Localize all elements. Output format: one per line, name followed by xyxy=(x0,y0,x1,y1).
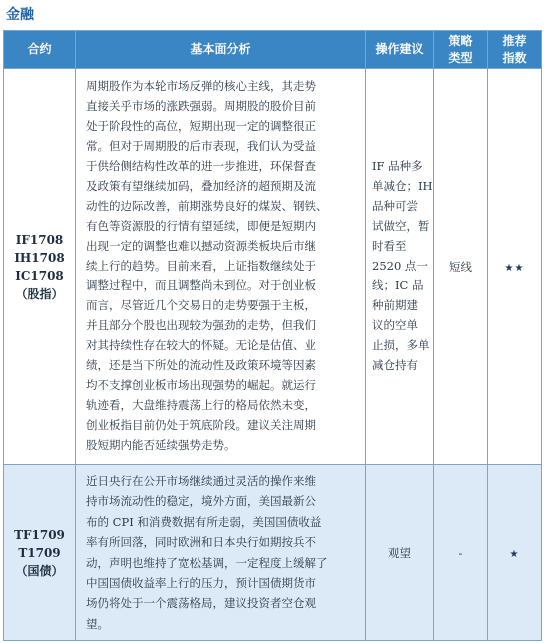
rating-star-icon: ★ xyxy=(509,548,520,560)
header-analysis: 基本面分析 xyxy=(76,31,366,69)
header-advice: 操作建议 xyxy=(366,31,434,69)
advice-line: 减仓持有 xyxy=(372,358,418,373)
advice-line: 试做空，暂 xyxy=(372,218,430,233)
table-row-bond-futures xyxy=(4,465,542,641)
advice-line: 种前期建 xyxy=(372,298,418,313)
contract-line: IH1708 xyxy=(14,250,65,265)
analysis-line: 绩，还是当下所处的流动性及政策环境等因素 xyxy=(86,358,316,373)
header-strategy xyxy=(434,31,488,69)
strategy-table xyxy=(3,30,542,641)
analysis-line: 场仍将处于一个震荡格局，建议投资者空仓观 xyxy=(86,596,316,611)
advice-line: 议的空单 xyxy=(372,318,418,333)
analysis-line: 周期股作为本轮市场反弹的核心主线，其走势 xyxy=(86,79,316,94)
analysis-line: 调整过程中，而且调整尚未到位。对于创业板 xyxy=(86,278,316,293)
analysis-line: 有色等资源股的行情有望延续，即便是短期内 xyxy=(86,218,316,233)
advice-line: 时看至 xyxy=(372,238,407,253)
header-rating xyxy=(488,31,542,69)
advice-line: 线；IC 品 xyxy=(372,278,424,293)
analysis-line: 股短期内能否延续强势走势。 xyxy=(86,437,236,452)
analysis-line: 及政策有望继续加码，叠加经济的超预期及流 xyxy=(86,178,316,193)
advice-line: 2520 点一 xyxy=(372,258,428,273)
advice-line: 单减仓；IH xyxy=(372,178,433,193)
advice-cell xyxy=(366,69,434,465)
contract-line: （国债） xyxy=(15,563,64,578)
analysis-line: 并且部分个股也出现较为强劲的走势，但我们 xyxy=(86,318,316,333)
rating-cell xyxy=(488,69,542,465)
analysis-cell xyxy=(76,465,366,641)
section-title: 金融 xyxy=(6,7,34,23)
analysis-line: 处于阶段性的高位，短期出现一定的调整很正 xyxy=(86,119,316,134)
advice-cell: 观望 xyxy=(366,465,434,641)
analysis-line: 轨迹看，大盘维持震荡上行的格局依然未变， xyxy=(86,397,316,412)
contract-line: T1709 xyxy=(18,545,61,560)
advice-line: 止损，多单 xyxy=(372,338,430,353)
advice-line: IF 品种多 xyxy=(372,159,423,174)
analysis-line: 近日央行在公开市场继续通过灵活的操作来维 xyxy=(86,473,316,488)
rating-cell xyxy=(488,465,542,641)
analysis-line: 率有所回落，同时欧洲和日本央行如期按兵不 xyxy=(86,535,316,550)
strategy-cell: - xyxy=(434,465,488,641)
contract-line: （股指） xyxy=(15,286,64,301)
analysis-line: 出现一定的调整也难以撼动资源类板块后市继 xyxy=(86,238,316,253)
analysis-line: 动，声明也维持了宽松基调，一定程度上缓解了 xyxy=(86,555,328,570)
header-rating-line: 指数 xyxy=(502,50,527,65)
analysis-line: 续上行的趋势。目前来看，上证指数继续处于 xyxy=(86,258,316,273)
strategy-cell: 短线 xyxy=(434,69,488,465)
analysis-line: 中国国债收益率上行的压力，预计国债期货市 xyxy=(86,575,316,590)
analysis-cell xyxy=(76,69,366,465)
header-rating-line: 推荐 xyxy=(502,33,527,48)
advice-line: 品种可尝 xyxy=(372,198,418,213)
analysis-line: 创业板指目前仍处于筑底阶段。建议关注周期 xyxy=(86,417,316,432)
rating-stars-icon: ★★ xyxy=(504,262,525,274)
contract-cell xyxy=(4,69,76,465)
analysis-line: 动性的边际改善，前期涨势良好的煤炭、钢铁、 xyxy=(86,198,328,213)
analysis-line: 对其持续性存在较大的怀疑。无论是估值、业 xyxy=(86,338,316,353)
analysis-line: 持市场流动性的稳定，境外方面，美国最新公 xyxy=(86,494,316,509)
header-strategy-line: 类型 xyxy=(448,50,473,65)
analysis-line: 均不支撑创业板市场出现强势的崛起。就运行 xyxy=(86,377,316,392)
analysis-line: 布的 CPI 和消费数据有所走弱，美国国债收益 xyxy=(86,514,322,529)
header-contract: 合约 xyxy=(4,31,76,69)
analysis-line: 常。但对于周期股的后市表现，我们认为受益 xyxy=(86,139,316,154)
contract-cell xyxy=(4,465,76,641)
table-header-row xyxy=(4,31,542,69)
contract-line: IF1708 xyxy=(15,232,64,247)
analysis-line: 而言，尽管近几个交易日的走势要强于主板， xyxy=(86,298,316,313)
analysis-line: 直接关乎市场的涨跌强弱。周期股的股价目前 xyxy=(86,99,316,114)
table-row-index-futures xyxy=(4,69,542,465)
analysis-line: 望。 xyxy=(86,616,109,631)
analysis-line: 于供给侧结构性改革的进一步推进，环保督查 xyxy=(86,159,316,174)
header-strategy-line: 策略 xyxy=(448,33,473,48)
contract-line: IC1708 xyxy=(15,268,64,283)
contract-line: TF1709 xyxy=(14,527,65,542)
